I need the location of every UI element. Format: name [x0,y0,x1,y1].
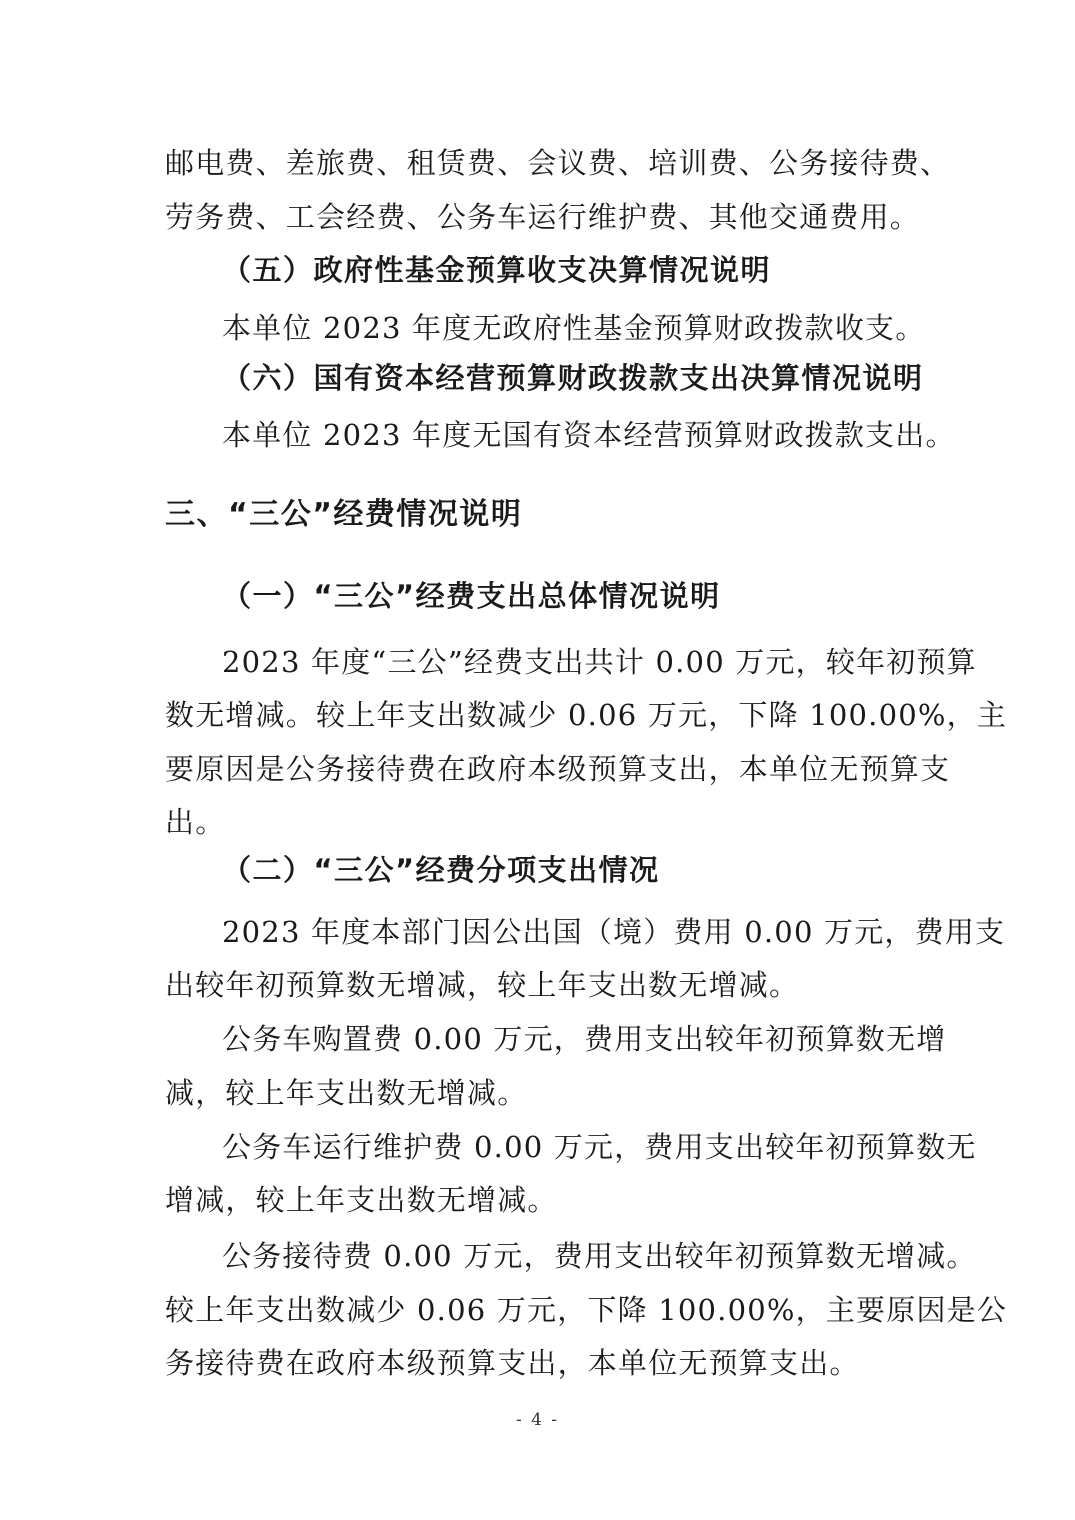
section-heading-2: （二）“三公”经费分项支出情况 [222,853,660,887]
body-text-line: 公务车运行维护费 0.00 万元，费用支出较年初预算数无 [222,1130,977,1164]
body-text-line: 增减，较上年支出数无增减。 [165,1183,558,1217]
body-text-line: 较上年支出数减少 0.06 万元，下降 100.00%，主要原因是公 [165,1293,1008,1327]
body-text-line: 2023 年度本部门因公出国（境）费用 0.00 万元，费用支 [222,915,1006,949]
body-text-line: 减，较上年支出数无增减。 [165,1076,528,1110]
body-text-line: 公务接待费 0.00 万元，费用支出较年初预算数无增减。 [222,1239,977,1273]
body-text-line: 要原因是公务接待费在政府本级预算支出，本单位无预算支 [165,752,951,786]
body-text-line: 本单位 2023 年度无国有资本经营预算财政拨款支出。 [222,418,956,452]
page-number: - 4 - [515,1410,560,1430]
body-text-line: 出。 [165,805,226,839]
section-heading-6: （六）国有资本经营预算财政拨款支出决算情况说明 [222,361,924,395]
section-heading-5: （五）政府性基金预算收支决算情况说明 [222,253,772,287]
body-text-line: 邮电费、差旅费、租赁费、会议费、培训费、公务接待费、 [165,146,951,180]
body-text-line: 务接待费在政府本级预算支出，本单位无预算支出。 [165,1346,860,1380]
body-text-line: 2023 年度“三公”经费支出共计 0.00 万元，较年初预算 [222,645,977,679]
chapter-heading-three: 三、“三公”经费情况说明 [165,497,523,532]
body-text-line: 数无增减。较上年支出数减少 0.06 万元，下降 100.00%，主 [165,698,1008,732]
body-text-line: 本单位 2023 年度无政府性基金预算财政拨款收支。 [222,311,926,345]
section-heading-1: （一）“三公”经费支出总体情况说明 [222,579,721,613]
body-text-line: 出较年初预算数无增减，较上年支出数无增减。 [165,968,800,1002]
body-text-line: 劳务费、工会经费、公务车运行维护费、其他交通费用。 [165,200,921,234]
body-text-line: 公务车购置费 0.00 万元，费用支出较年初预算数无增 [222,1022,947,1056]
